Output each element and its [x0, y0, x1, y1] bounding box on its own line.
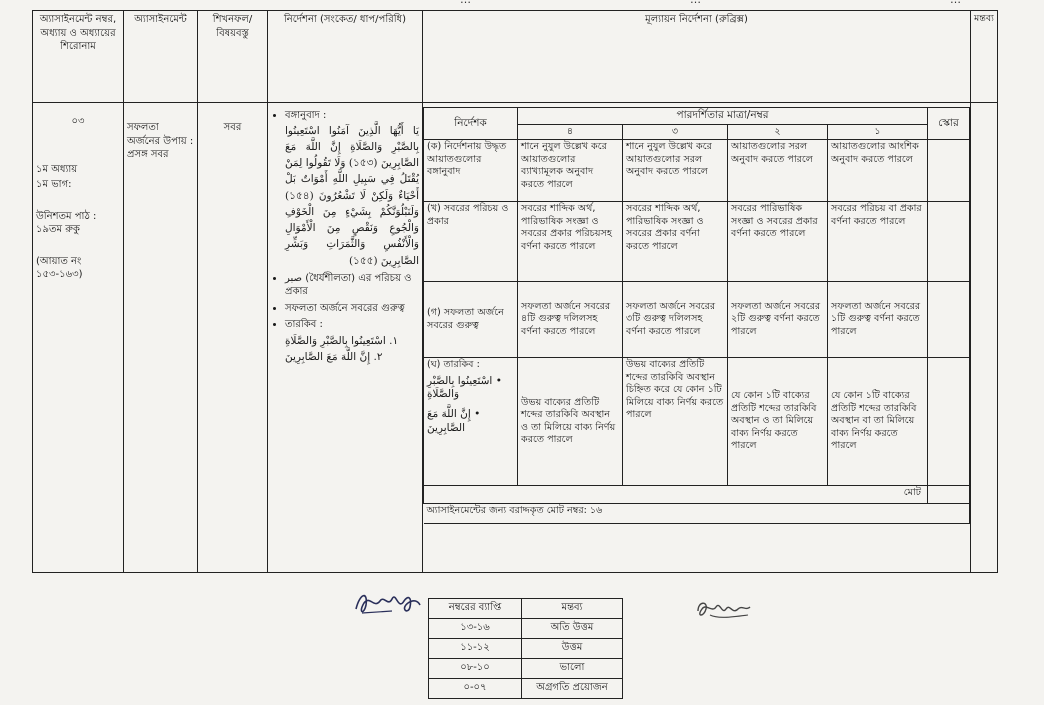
arabic-verses: يَا أَيُّهَا الَّذِينَ آمَنُوا اسْتَعِينُوا بِالصَّبْرِ وَالصَّلَاةِ إِنَّ اللَّهَ مَعَ الصَّابِرِينَ (১৫৩) وَلَا تَقُولُوا لِمَنْ يُقْتَلُ فِي سَبِيلِ اللَّهِ أَمْوَاتٌ بَلْ أَحْيَاءٌ وَلَكِنْ لَا تَشْعُرُونَ (১৫৪) وَلَنَبْلُوَنَّكُمْ بِشَيْءٍ مِنَ الْخَوْفِ وَالْجُوعِ وَنَقْصٍ مِنَ الْأَمْوَالِ وَالْأَنْفُسِ وَالثَّمَرَاتِ وَبَشِّرِ الصَّابِرِينَ (১৫৫)	[285, 124, 419, 267]
grade-remark: অগ্রগতি প্রয়োজন	[522, 679, 623, 699]
grade-head-range: নম্বরের ব্যাপ্তি	[429, 599, 522, 619]
score-cell	[928, 202, 970, 282]
rubric-table	[423, 107, 970, 524]
rubric-row	[424, 202, 970, 282]
rubric-cell-text: সফলতা অর্জনে সবরের ৪টি গুরুত্ব দলিলসহ বর্ণনা করতে পারলে	[518, 282, 623, 358]
score-cell	[928, 140, 970, 202]
rubric-cell-text: আয়াতগুলোর সরল অনুবাদ করতে পারলে	[728, 140, 828, 202]
level-4: ৪	[518, 124, 623, 139]
grade-row	[429, 639, 623, 659]
rubric-row	[424, 282, 970, 358]
content-row	[33, 103, 998, 573]
grade-remark: উত্তম	[522, 639, 623, 659]
assignment-number: ০৩	[71, 116, 85, 127]
tarkib-indicator-label: (ঘ) তারকিব :	[427, 359, 480, 371]
instr-translation-label: বঙ্গানুবাদ :	[285, 110, 327, 121]
grade-range: ১৩-১৬	[429, 619, 522, 639]
rubric-cell-text: শানে নুযুল উল্লেখ করে আয়াতগুলোর ব্যাখ্যামূলক অনুবাদ করতে পারলে	[518, 140, 623, 202]
header-remarks: মন্তব্য	[971, 11, 998, 103]
rubric-cell-text: আয়াতগুলোর আংশিক অনুবাদ করতে পারলে	[828, 140, 928, 202]
rubric-row	[424, 140, 970, 202]
rubric-cell-text: উভয় বাক্যের প্রতিটি শব্দের তারকিবি অবস্থান চিহ্নিত করে যে কোন ১টি মিলিয়ে বাক্য নির্ণয় করতে পারলে	[623, 358, 728, 486]
header-assignment-number: অ্যাসাইনমেন্ট নম্বর, অধ্যায় ও অধ্যায়ের শিরোনাম	[33, 11, 124, 103]
level-2: ২	[728, 124, 828, 139]
tarkib-indicator-sentence-1: • اسْتَعِينُوا بِالصَّبْرِ وَالصَّلَاةِ	[427, 374, 502, 401]
cut-off-header-text	[0, 0, 1044, 10]
total-marks-line: অ্যাসাইনমেন্টের জন্য বরাদ্দকৃত মোট নম্বর: ১৬	[424, 504, 970, 524]
rubric-row	[424, 358, 970, 486]
instr-sabr-definition: • صبر (ধৈর্যশীলতা) এর পরিচয় ও প্রকার	[285, 272, 419, 299]
assignment-table	[32, 10, 998, 573]
grade-range-table	[428, 598, 623, 699]
topic: সবর	[223, 122, 242, 133]
score-header: স্কোর	[928, 108, 970, 140]
score-cell	[928, 282, 970, 358]
lesson: উনিশতম পাঠ : ১৯তম রুকু	[36, 210, 97, 235]
grade-row	[429, 619, 623, 639]
cut-text-3	[950, 0, 961, 6]
assignment-number-cell	[33, 103, 124, 573]
header-assignment: অ্যাসাইনমেন্ট	[124, 11, 198, 103]
tarkib-sentence-1: ١. اسْتَعِينُوا بِالصَّبْرِ وَالصَّلَاةِ	[285, 334, 399, 347]
rubric-cell-text: সবরের শাব্দিক অর্থ, পারিভাষিক সংজ্ঞা ও সবরের প্রকার বর্ণনা করতে পারলে	[623, 202, 728, 282]
grade-row	[429, 659, 623, 679]
tarkib-sentence-2: ٢. إِنَّ اللَّهَ مَعَ الصَّابِرِينَ	[285, 351, 383, 364]
grade-range: ১১-১২	[429, 639, 522, 659]
level-header: পারদর্শিতার মাত্রা/নম্বর	[518, 108, 928, 125]
score-cell	[928, 358, 970, 486]
total-label: মোট	[424, 486, 928, 504]
header-learning-outcome: শিখনফল/ বিষয়বস্তু	[198, 11, 268, 103]
rubric-cell-text: শানে নুযুল উল্লেখ করে আয়াতগুলোর সরল অনুবাদ করতে পারলে	[623, 140, 728, 202]
signature-right	[692, 597, 754, 623]
instr-tarkib-label: তারকিব :	[285, 319, 323, 331]
rubric-cell-text: যে কোন ১টি বাক্যের প্রতিটি শব্দের তারকিবি অবস্থান ও তা মিলিয়ে বাক্য নির্ণয় করতে পারলে	[728, 358, 828, 486]
chapter: ১ম অধ্যায়	[36, 163, 78, 175]
level-3: ৩	[623, 124, 728, 139]
rubric-cell-text: সফলতা অর্জনে সবরের ২টি গুরুত্ব বর্ণনা করতে পারলে	[728, 282, 828, 358]
instr-sabr-importance: • সফলতা অর্জনে সবরের গুরুত্ব	[285, 302, 419, 316]
grade-range: ০৮-১০	[429, 659, 522, 679]
rubric-cell-text: সফলতা অর্জনে সবরের ৩টি গুরুত্ব দলিলসহ বর্ণনা করতে পারলে	[623, 282, 728, 358]
instr-translation	[285, 109, 419, 269]
rubric-cell-text: সবরের শাব্দিক অর্থ, পারিভাষিক সংজ্ঞা ও সবরের প্রকার পরিচয়সহ বর্ণনা করতে পারলে	[518, 202, 623, 282]
rubric-cell-text: যে কোন ১টি বাক্যের প্রতিটি শব্দের তারকিবি অবস্থান বা তা মিলিয়ে বাক্য নির্ণয় করতে পারলে	[828, 358, 928, 486]
tarkib-indicator-sentence-2: • إِنَّ اللَّهَ مَعَ الصَّابِرِينَ	[427, 407, 481, 434]
part: ১ম ভাগ:	[36, 179, 72, 190]
ayat-range: (আয়াত নং ১৫৩-১৬৩)	[36, 255, 83, 280]
grade-remark: ভালো	[522, 659, 623, 679]
header-instructions: নির্দেশনা (সংকেত/ ধাপ/পরিধি)	[268, 11, 423, 103]
grade-range: ০-০৭	[429, 679, 522, 699]
cut-text-2	[690, 0, 701, 6]
rubric-cell	[423, 103, 971, 573]
total-score-cell	[928, 486, 970, 504]
assignment-cell	[124, 103, 198, 573]
instructions-list	[271, 109, 419, 364]
grade-head-remark: মন্তব্য	[522, 599, 623, 619]
header-rubrics: মূল্যায়ন নির্দেশনা (রুব্রিক্স)	[423, 11, 971, 103]
rubric-cell-text: উভয় বাক্যের প্রতিটি শব্দের তারকিবি অবস্থান ও তা মিলিয়ে বাক্য নির্ণয় করতে পারলে	[518, 358, 623, 486]
indicator-cell: (খ) সবরের পরিচয় ও প্রকার	[424, 202, 518, 282]
indicator-cell: (ক) নির্দেশনায় উদ্ধৃত আয়াতগুলোর বঙ্গানুবাদ	[424, 140, 518, 202]
grade-row	[429, 679, 623, 699]
indicator-header: নির্দেশক	[424, 108, 518, 140]
indicator-cell: (গ) সফলতা অর্জনে সবরের গুরুত্ব	[424, 282, 518, 358]
rubric-cell-text: সবরের পরিচয় বা প্রকার বর্ণনা করতে পারলে	[828, 202, 928, 282]
indicator-cell	[424, 358, 518, 486]
remarks-cell	[971, 103, 998, 573]
grade-remark: অতি উত্তম	[522, 619, 623, 639]
signature-left	[352, 587, 424, 621]
assignment-title: সফলতা অর্জনের উপায় : প্রসঙ্গ সবর	[127, 122, 194, 160]
topic-cell	[198, 103, 268, 573]
instr-tarkib	[285, 318, 419, 364]
level-1: ১	[828, 124, 928, 139]
header-row	[33, 11, 998, 103]
instructions-cell	[268, 103, 423, 573]
rubric-cell-text: সবরের পারিভাষিক সংজ্ঞা ও সবরের প্রকার বর্ণনা করতে পারলে	[728, 202, 828, 282]
cut-text-1	[460, 0, 471, 6]
rubric-cell-text: সফলতা অর্জনে সবরের ১টি গুরুত্ব বর্ণনা করতে পারলে	[828, 282, 928, 358]
